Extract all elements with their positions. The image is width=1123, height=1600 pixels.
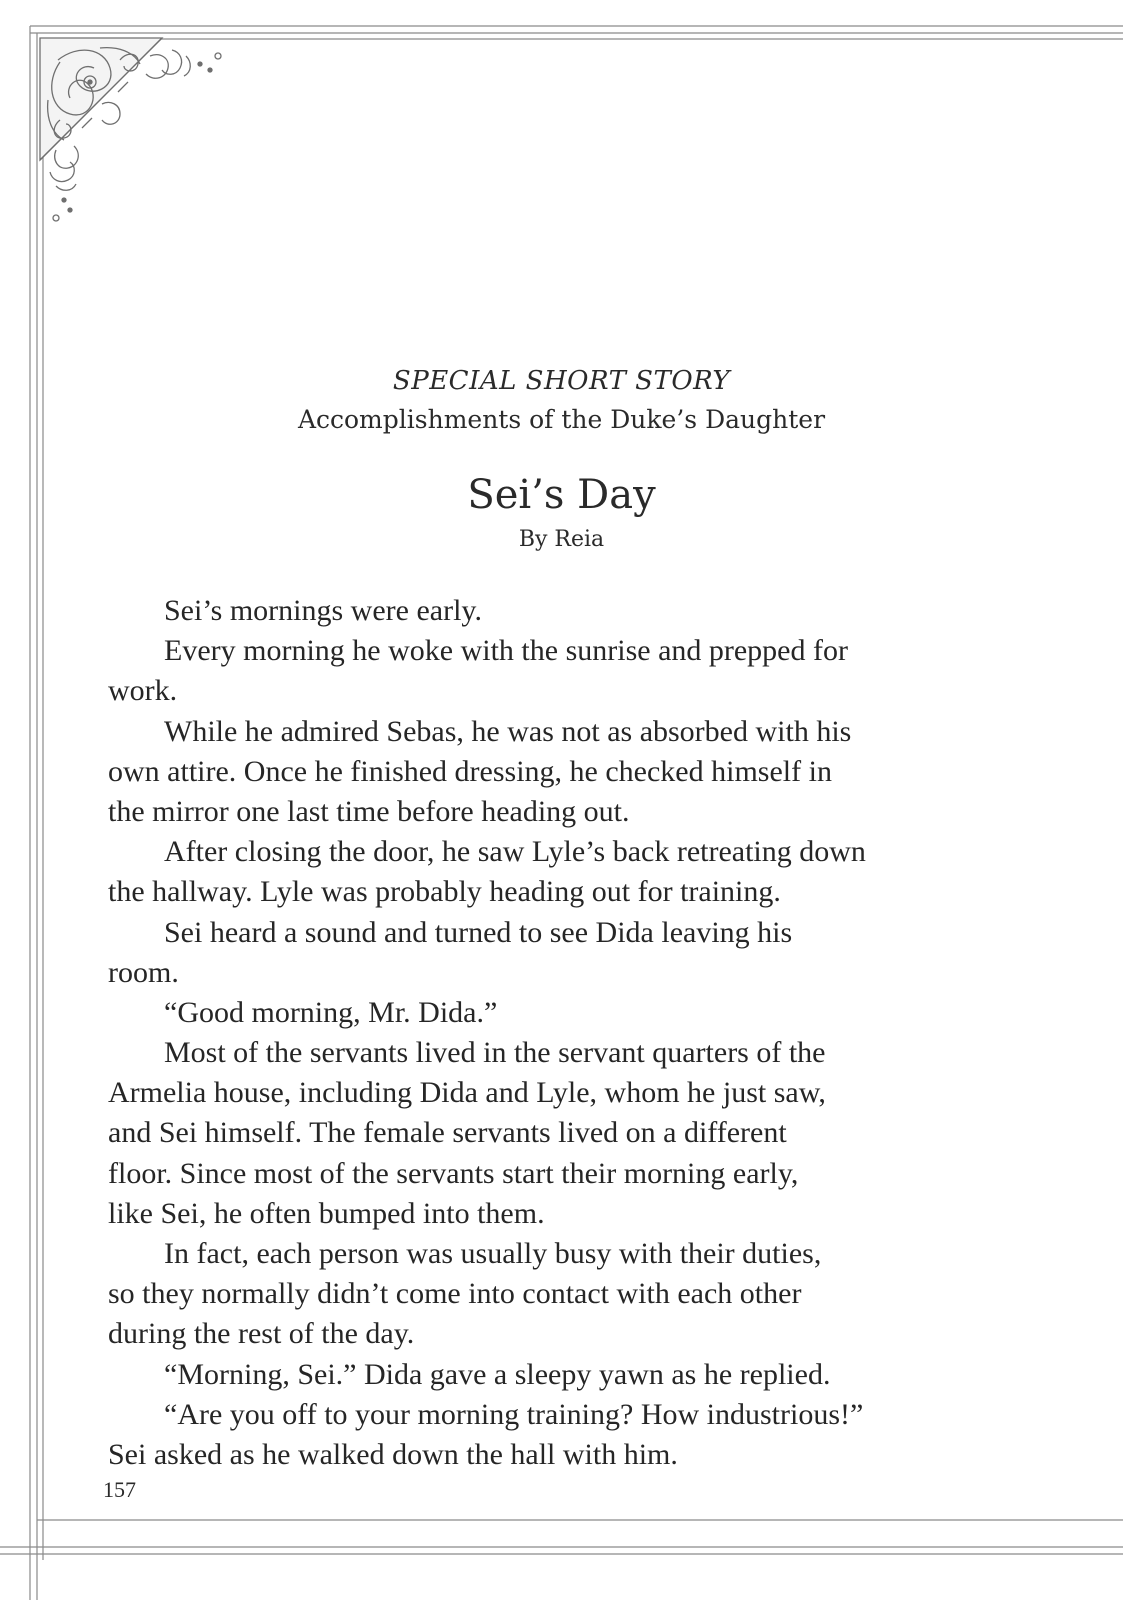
story-subtitle: Accomplishments of the Duke’s Daughter — [297, 405, 826, 434]
text-line: Most of the servants lived in the servant quarters of the — [164, 1036, 826, 1070]
text-line: room. — [108, 955, 179, 989]
text-line: so they normally didn’t come into contact with each other — [108, 1277, 802, 1311]
text-line: Sei’s mornings were early. — [164, 594, 482, 627]
text-line: work. — [108, 674, 178, 708]
story-body — [108, 591, 1008, 1475]
text-line: “Are you off to your morning training? How industrious!” — [164, 1397, 864, 1431]
text-line: While he admired Sebas, he was not as absorbed with his — [164, 714, 852, 748]
text-line: “Morning, Sei.” Dida gave a sleepy yawn as he replied. — [164, 1357, 831, 1391]
page-number: 157 — [103, 1477, 136, 1502]
text-line: Sei asked as he walked down the hall with him. — [108, 1437, 678, 1471]
story-author: By Reia — [518, 527, 605, 552]
text-line: In fact, each person was usually busy with their duties, — [164, 1237, 822, 1270]
story-label: SPECIAL SHORT STORY — [392, 366, 731, 396]
text-line: After closing the door, he saw Lyle’s back retreating down — [164, 835, 866, 869]
text-line: own attire. Once he finished dressing, he checked himself in — [108, 754, 832, 788]
text-line: floor. Since most of the servants start their morning early, — [108, 1156, 799, 1190]
story-title: Sei’s Day — [467, 472, 656, 518]
text-line: the mirror one last time before heading out. — [108, 794, 630, 828]
text-line: like Sei, he often bumped into them. — [108, 1196, 545, 1230]
text-line: and Sei himself. The female servants lived on a different — [108, 1116, 787, 1150]
text-line: Armelia house, including Dida and Lyle, whom he just saw, — [108, 1076, 826, 1110]
text-line: Sei heard a sound and turned to see Dida leaving his — [164, 915, 793, 949]
text-line: Every morning he woke with the sunrise and prepped for — [164, 634, 848, 668]
text-line: during the rest of the day. — [108, 1317, 415, 1351]
text-line: “Good morning, Mr. Dida.” — [164, 995, 498, 1029]
text-line: the hallway. Lyle was probably heading out for training. — [108, 875, 781, 909]
corner-ornament-icon — [40, 38, 221, 221]
